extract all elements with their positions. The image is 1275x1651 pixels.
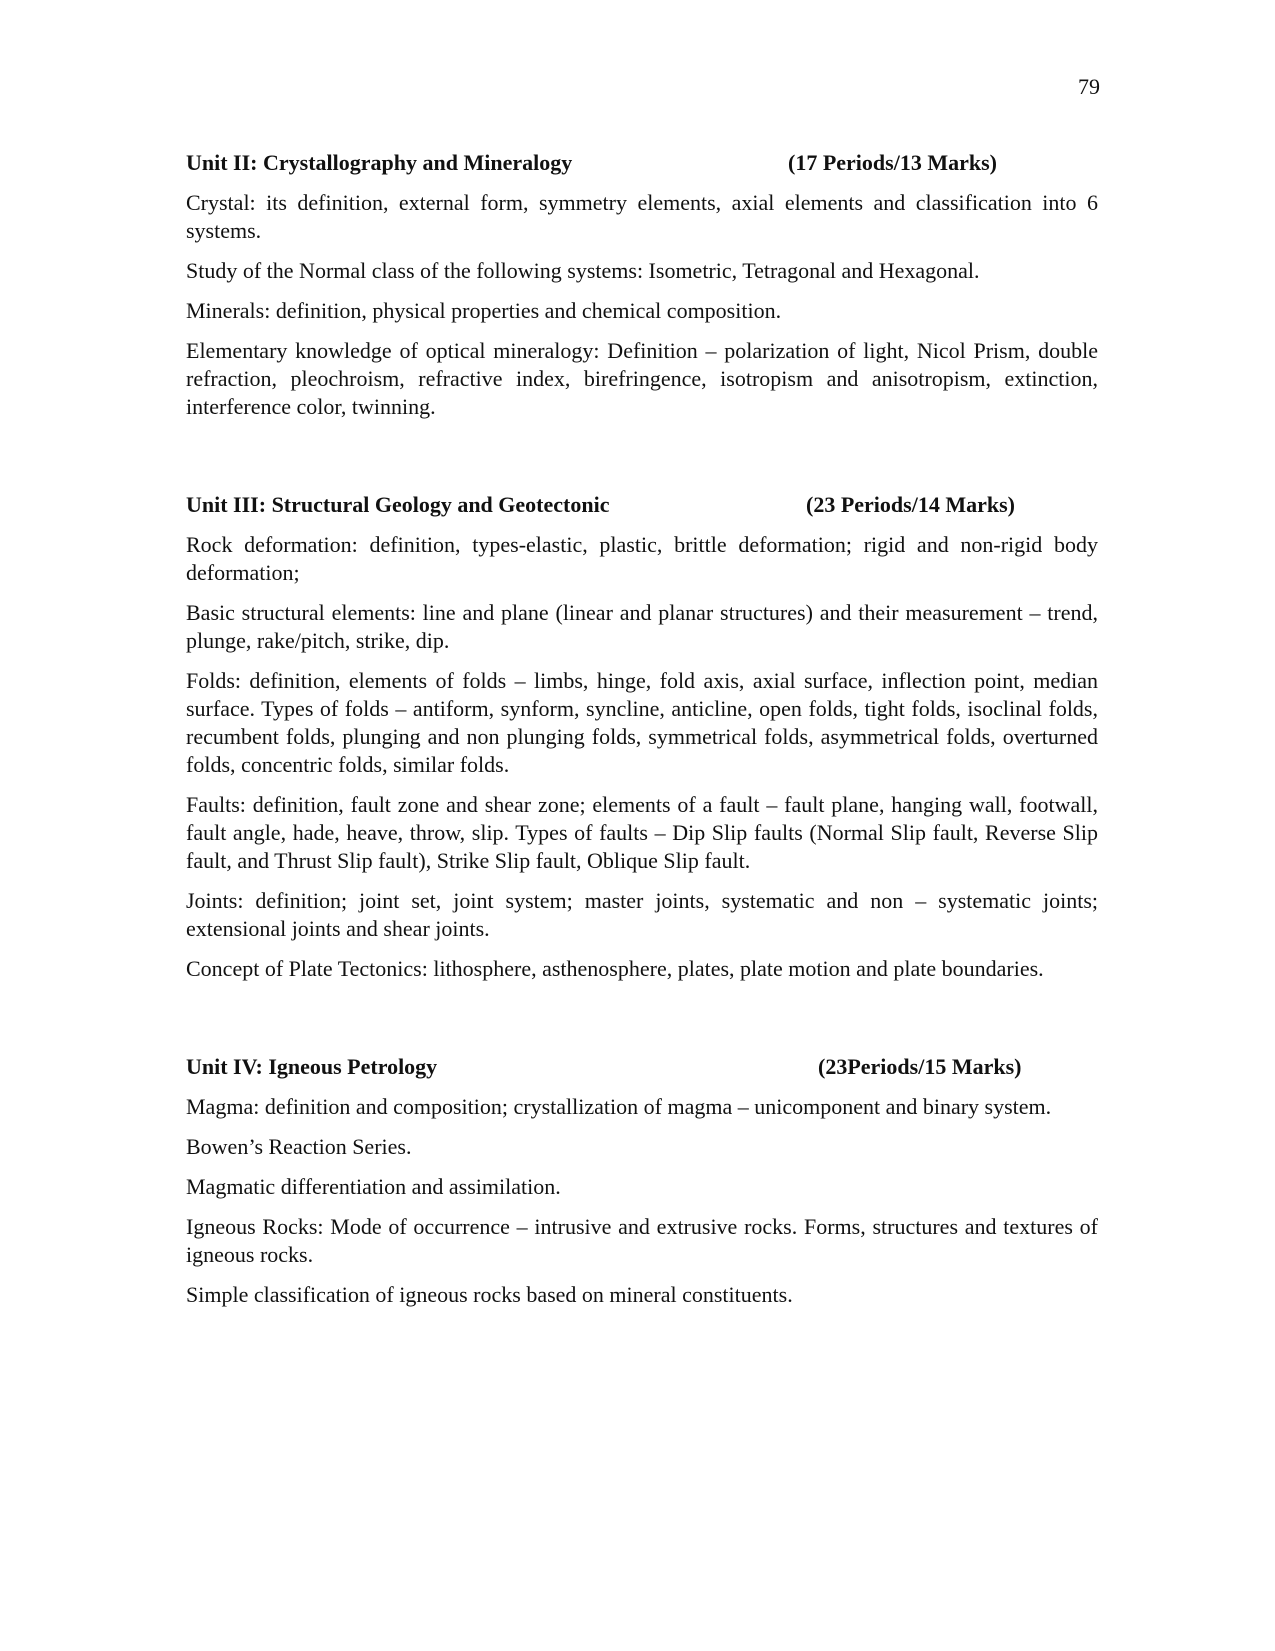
paragraph: Crystal: its definition, external form, symmetry elements, axial elements and classification into 6 systems.	[186, 190, 1098, 243]
unit-marks: (23Periods/15 Marks)	[818, 1054, 1022, 1079]
paragraph: Basic structural elements: line and plane (linear and planar structures) and their measurement – trend, plunge, rake/pitch, strike, dip.	[186, 600, 1098, 653]
paragraph: Folds: definition, elements of folds – limbs, hinge, fold axis, axial surface, inflection point, median surface. Types of folds – antiform, synform, syncline, anticline, open folds, tight folds, isoclinal folds, recumbent folds, plunging and non plunging folds, symmetrical folds, asymmetrical folds, overturned folds, concentric folds, similar folds.	[186, 668, 1098, 777]
paragraph: Simple classification of igneous rocks based on mineral constituents.	[186, 1282, 793, 1307]
paragraph: Bowen’s Reaction Series.	[186, 1134, 412, 1159]
paragraph: Faults: definition, fault zone and shear zone; elements of a fault – fault plane, hanging wall, footwall, fault angle, hade, heave, throw, slip. Types of faults – Dip Slip faults (Normal Slip fault, Reverse Slip fault, and Thrust Slip fault), Strike Slip fault, Oblique Slip fault.	[186, 792, 1098, 873]
unit-section-2	[186, 149, 1098, 421]
unit-section-3	[186, 491, 1098, 983]
paragraph: Joints: definition; joint set, joint system; master joints, systematic and non – systematic joints; extensional joints and shear joints.	[186, 888, 1098, 941]
unit-header	[186, 149, 1098, 177]
unit-marks: (17 Periods/13 Marks)	[788, 150, 997, 175]
unit-title: Unit IV: Igneous Petrology	[186, 1054, 438, 1079]
paragraph: Igneous Rocks: Mode of occurrence – intrusive and extrusive rocks. Forms, structures and textures of igneous rocks.	[186, 1214, 1098, 1267]
unit-section-4	[186, 1053, 1098, 1309]
unit-marks: (23 Periods/14 Marks)	[806, 492, 1015, 517]
page-number: 79	[1078, 74, 1100, 99]
unit-title: Unit III: Structural Geology and Geotectonic	[186, 492, 610, 517]
paragraph: Concept of Plate Tectonics: lithosphere, asthenosphere, plates, plate motion and plate boundaries.	[186, 956, 1044, 981]
unit-header	[186, 491, 1098, 519]
paragraph: Rock deformation: definition, types-elastic, plastic, brittle deformation; rigid and non-rigid body deformation;	[186, 532, 1098, 585]
document-body	[186, 149, 1098, 1321]
unit-title: Unit II: Crystallography and Mineralogy	[186, 150, 573, 175]
paragraph: Magmatic differentiation and assimilation.	[186, 1174, 561, 1199]
unit-header	[186, 1053, 1098, 1081]
paragraph: Magma: definition and composition; crystallization of magma – unicomponent and binary system.	[186, 1094, 1052, 1119]
paragraph: Elementary knowledge of optical mineralogy: Definition – polarization of light, Nicol Prism, double refraction, pleochroism, refractive index, birefringence, isotropism and anisotropism, extinction, interference color, twinning.	[186, 338, 1098, 419]
paragraph: Study of the Normal class of the following systems: Isometric, Tetragonal and Hexagonal.	[186, 258, 980, 283]
paragraph: Minerals: definition, physical properties and chemical composition.	[186, 298, 782, 323]
